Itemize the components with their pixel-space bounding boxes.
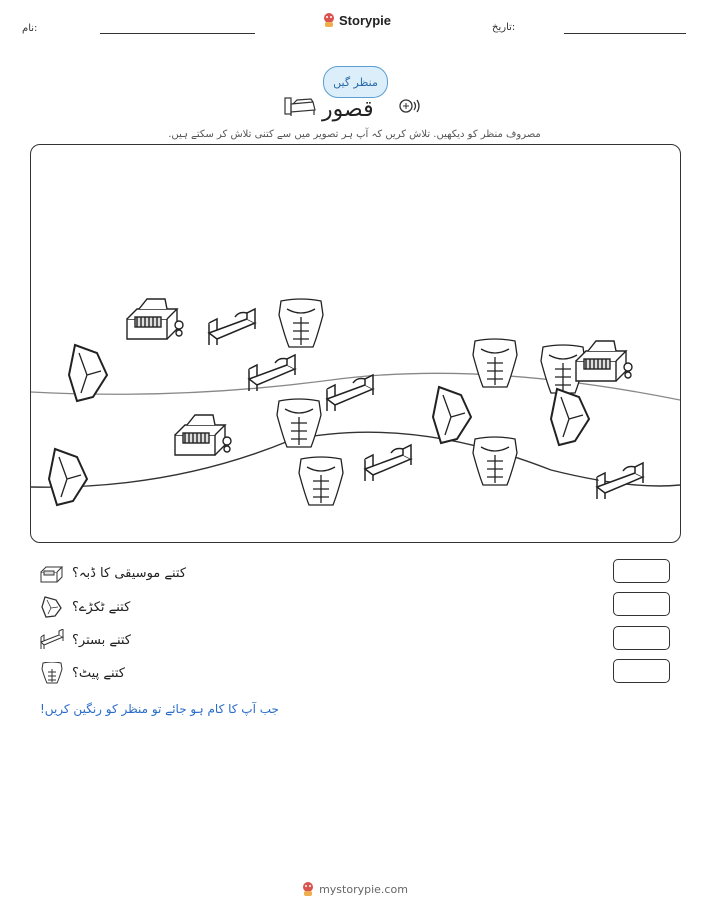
- rock-4: [49, 449, 87, 505]
- name-label: نام:: [22, 23, 38, 34]
- mascot-icon: [322, 12, 336, 28]
- rock-3: [551, 389, 589, 445]
- answer-box-stomachs[interactable]: [613, 659, 670, 683]
- question-text: کتنے ٹکڑے؟: [72, 599, 131, 615]
- question-text: کتنے موسیقی کا ڈبہ؟: [72, 565, 187, 581]
- music-box-3: [175, 415, 231, 455]
- brand-name: Storypie: [339, 12, 392, 28]
- rock-piece-icon: [40, 596, 64, 618]
- scene-drawing: [31, 145, 680, 542]
- question-music-box: [40, 562, 186, 584]
- bed-5: [597, 463, 643, 499]
- torso-1: [279, 299, 323, 347]
- bed-4: [365, 445, 411, 481]
- answer-box-beds[interactable]: [613, 626, 670, 650]
- color-message: جب آپ کا کام ہو جائے تو منظر کو رنگین کریں!: [40, 702, 279, 716]
- bed-icon: [40, 629, 64, 651]
- hidden-picture-scene: [30, 144, 681, 543]
- footer-url[interactable]: mystorypie.com: [319, 882, 408, 896]
- name-line[interactable]: [100, 33, 255, 34]
- bed-3: [327, 375, 373, 411]
- storypie-logo: [322, 12, 391, 28]
- speaker-icon[interactable]: [398, 97, 424, 115]
- music-box-1: [127, 299, 183, 339]
- answer-box-pieces[interactable]: [613, 592, 670, 616]
- date-label: تاریخ:: [492, 22, 516, 33]
- question-text: کتنے پیٹ؟: [72, 665, 125, 681]
- question-pieces: [40, 596, 130, 618]
- footer: [0, 881, 709, 897]
- torso-6: [299, 457, 343, 505]
- music-box-icon: [40, 562, 64, 584]
- mascot-icon: [301, 881, 315, 897]
- bed-1: [209, 309, 255, 345]
- torso-4: [277, 399, 321, 447]
- page-title: قصور: [322, 97, 374, 122]
- date-line[interactable]: [564, 33, 686, 34]
- music-box-2: [576, 341, 632, 381]
- torso-2: [473, 339, 517, 387]
- torso-5: [473, 437, 517, 485]
- rock-1: [69, 345, 107, 401]
- question-stomachs: [40, 662, 125, 684]
- bed-icon: [283, 92, 317, 118]
- torso-icon: [40, 662, 64, 684]
- instructions: مصروف منظر کو دیکھیں. تلاش کریں کہ آپ ہر تصویر میں سے کتنی تلاش کر سکتے ہیں.: [168, 129, 541, 140]
- answer-box-music-box[interactable]: [613, 559, 670, 583]
- question-text: کتنے بستر؟: [72, 632, 131, 648]
- topic-pill: منظر گیں: [323, 66, 388, 98]
- question-beds: [40, 629, 131, 651]
- rock-2: [433, 387, 471, 443]
